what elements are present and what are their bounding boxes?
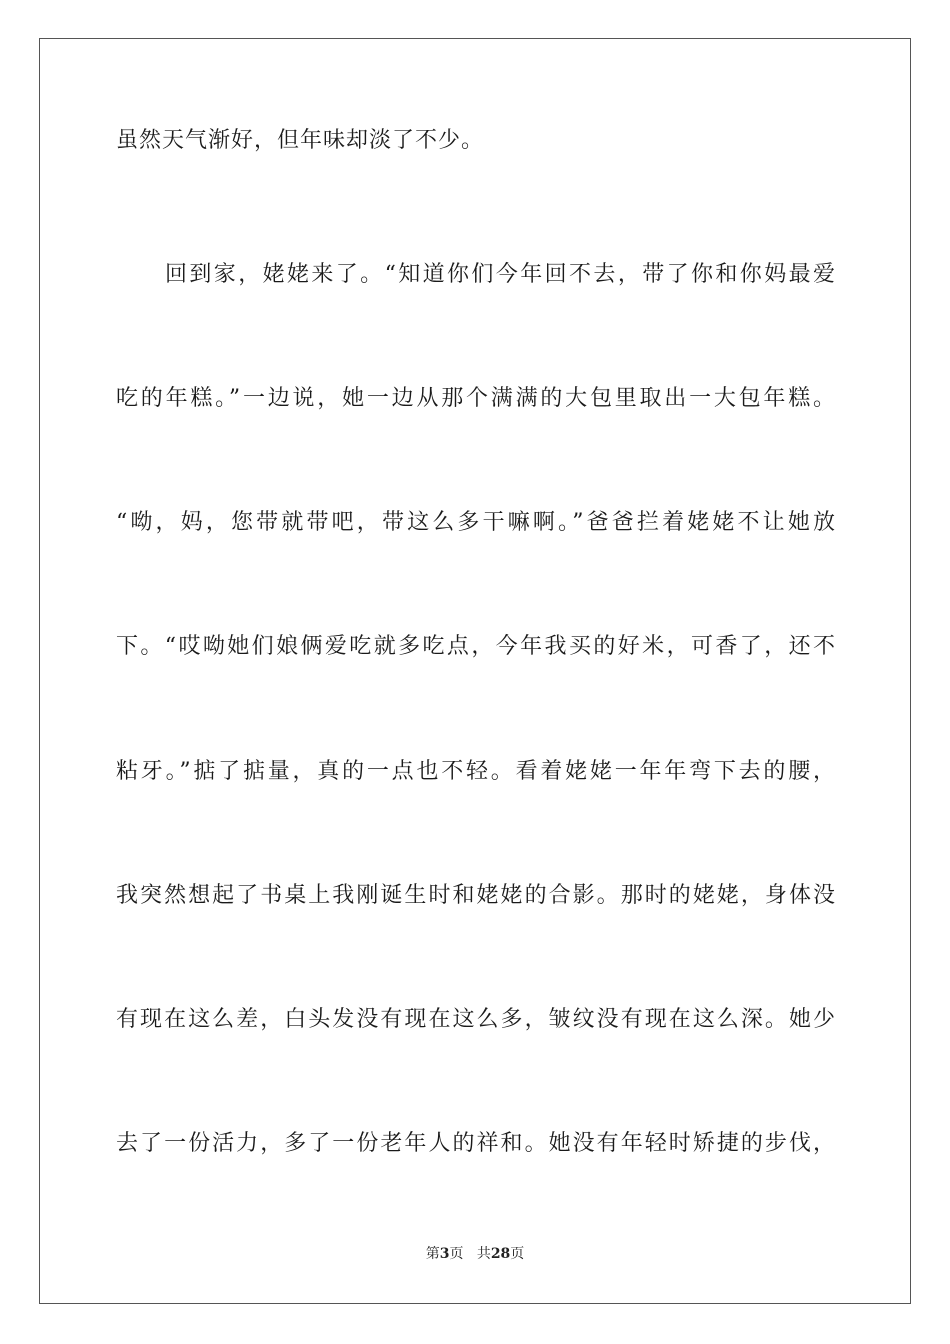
total-prefix: 共 bbox=[476, 1246, 491, 1262]
text-line: 虽然天气渐好，但年味却淡了不少。 bbox=[116, 128, 485, 153]
total-suffix: 页 bbox=[510, 1246, 525, 1262]
text-line: 吃的年糕。”一边说，她一边从那个满满的大包里取出一大包年糕。 bbox=[116, 386, 836, 411]
text-line: 我突然想起了书桌上我刚诞生时和姥姥的合影。那时的姥姥，身体没 bbox=[116, 883, 836, 908]
page-suffix: 页 bbox=[449, 1246, 464, 1262]
page-border bbox=[39, 38, 911, 1304]
total-pages-number: 28 bbox=[490, 1246, 511, 1262]
page-footer bbox=[0, 1244, 950, 1264]
page-prefix: 第 bbox=[425, 1246, 440, 1262]
text-line: 下。“哎呦她们娘俩爱吃就多吃点，今年我买的好米，可香了，还不 bbox=[116, 634, 836, 659]
text-line: 粘牙。”掂了掂量，真的一点也不轻。看着姥姥一年年弯下去的腰， bbox=[116, 759, 836, 784]
text-line: 去了一份活力，多了一份老年人的祥和。她没有年轻时矫捷的步伐， bbox=[116, 1131, 836, 1156]
text-line: 有现在这么差，白头发没有现在这么多，皱纹没有现在这么深。她少 bbox=[116, 1007, 836, 1032]
text-line: “呦，妈，您带就带吧，带这么多干嘛啊。”爸爸拦着姥姥不让她放 bbox=[116, 510, 836, 535]
text-line: 回到家，姥姥来了。“知道你们今年回不去，带了你和你妈最爱 bbox=[165, 262, 836, 287]
current-page-number: 3 bbox=[439, 1246, 450, 1262]
